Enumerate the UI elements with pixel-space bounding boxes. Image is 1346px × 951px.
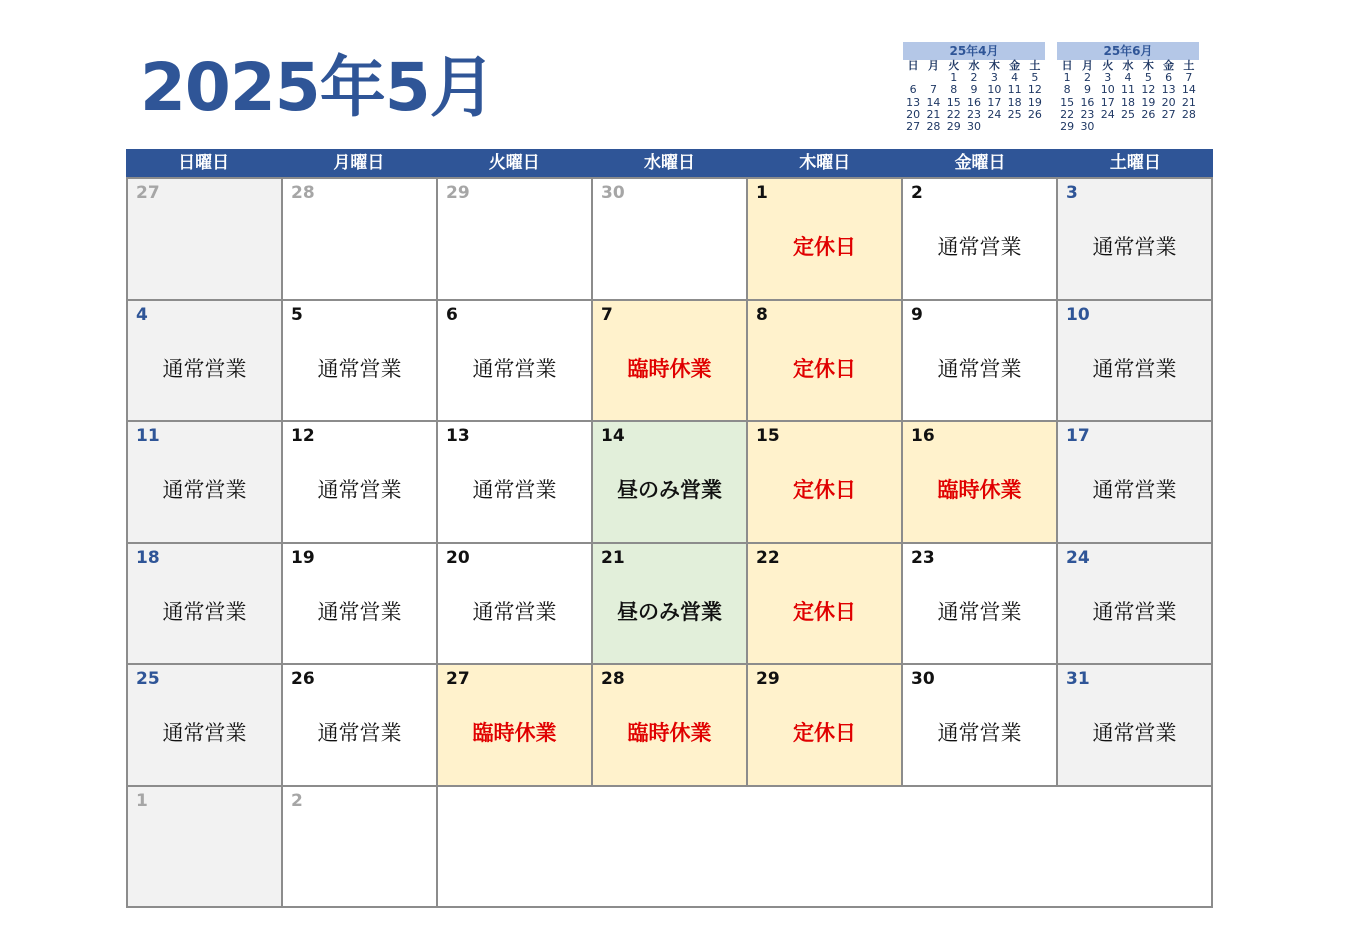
day-status: 通常営業 (472, 478, 557, 502)
mini-weekday-label: 水 (968, 59, 980, 72)
day-status: 通常営業 (1092, 235, 1177, 259)
day-number: 29 (446, 183, 470, 203)
day-status: 定休日 (793, 478, 856, 502)
day-cell[interactable] (1058, 301, 1213, 423)
day-number: 18 (136, 547, 160, 568)
day-cell[interactable] (283, 422, 438, 544)
mini-day: 10 (987, 83, 1002, 97)
day-number: 28 (601, 669, 625, 689)
mini-day: 30 (1080, 120, 1095, 134)
day-cell[interactable] (128, 544, 283, 666)
day-cell[interactable] (748, 301, 903, 423)
day-status: 通常営業 (1092, 599, 1177, 624)
day-number: 17 (1066, 426, 1090, 446)
mini-day: 4 (1011, 71, 1019, 85)
day-cell[interactable] (748, 422, 903, 544)
weekday-header: 土曜日 (1109, 153, 1161, 173)
mini-day: 19 (1141, 95, 1156, 109)
mini-weekday-label: 木 (988, 59, 1000, 72)
day-status: 定休日 (793, 356, 856, 381)
mini-calendar-grid (903, 60, 1045, 133)
mini-weekday-label: 日 (1061, 59, 1073, 72)
day-number: 11 (136, 426, 160, 446)
mini-day: 2 (970, 71, 978, 85)
day-status: 定休日 (793, 599, 856, 624)
day-status: 通常営業 (937, 599, 1022, 624)
month-calendar (126, 149, 1213, 908)
mini-day: 24 (1100, 107, 1115, 121)
day-number: 6 (446, 304, 458, 325)
mini-day: 2 (1083, 71, 1091, 85)
mini-day: 9 (1083, 83, 1091, 97)
day-number: 21 (601, 547, 625, 568)
mini-calendar-april (903, 42, 1045, 133)
day-cell[interactable] (438, 179, 593, 301)
day-number: 15 (756, 426, 780, 446)
day-cell[interactable] (438, 665, 593, 787)
mini-weekday-label: 金 (1009, 59, 1021, 72)
day-cell[interactable] (903, 301, 1058, 423)
weekday-header: 水曜日 (643, 153, 695, 173)
day-status: 通常営業 (162, 478, 247, 502)
mini-day: 19 (1027, 95, 1042, 109)
day-cell[interactable] (283, 665, 438, 787)
mini-day: 25 (1121, 107, 1136, 121)
day-number: 23 (911, 547, 935, 568)
day-status: 通常営業 (162, 599, 247, 624)
day-number: 27 (446, 669, 470, 689)
mini-day: 23 (967, 107, 982, 121)
mini-day: 14 (926, 95, 941, 109)
day-number: 24 (1066, 547, 1090, 568)
day-cell[interactable] (128, 422, 283, 544)
day-cell[interactable] (748, 665, 903, 787)
day-number: 29 (756, 669, 780, 689)
mini-calendar-june (1057, 42, 1199, 133)
mini-day: 5 (1031, 71, 1039, 85)
mini-day: 24 (987, 107, 1002, 121)
mini-day: 30 (967, 120, 982, 134)
day-number: 2 (911, 183, 923, 203)
day-cell[interactable] (128, 787, 283, 909)
day-status: 通常営業 (937, 721, 1022, 745)
mini-weekday-label: 月 (927, 59, 939, 72)
mini-day: 29 (1060, 120, 1075, 134)
day-cell[interactable] (748, 179, 903, 301)
day-cell[interactable] (903, 544, 1058, 666)
mini-day: 17 (1100, 95, 1115, 109)
day-status: 昼のみ営業 (617, 599, 722, 624)
mini-weekday-label: 土 (1183, 59, 1195, 72)
mini-day: 13 (1161, 83, 1176, 97)
mini-day: 27 (906, 120, 921, 134)
day-status: 通常営業 (162, 356, 247, 381)
mini-day: 15 (1060, 95, 1075, 109)
day-number: 12 (291, 426, 315, 446)
mini-weekday-label: 月 (1081, 59, 1093, 72)
day-cell[interactable] (1058, 422, 1213, 544)
day-status: 通常営業 (1092, 356, 1177, 381)
calendar-grid (126, 179, 1213, 908)
mini-day: 5 (1144, 71, 1152, 85)
day-number: 10 (1066, 304, 1090, 325)
day-number: 30 (601, 183, 625, 203)
day-number: 31 (1066, 669, 1090, 689)
mini-weekday-label: 土 (1029, 59, 1041, 72)
day-status: 通常営業 (472, 356, 557, 381)
day-cell[interactable] (128, 301, 283, 423)
weekday-header: 日曜日 (178, 153, 230, 173)
mini-day: 28 (926, 120, 941, 134)
mini-day: 14 (1181, 83, 1196, 97)
day-number: 28 (291, 183, 315, 203)
mini-calendar-header: 25年6月 (1057, 42, 1199, 60)
mini-day: 6 (1165, 71, 1173, 85)
day-number: 16 (911, 426, 935, 446)
weekday-header: 木曜日 (799, 153, 851, 173)
page-title: 2025年5月 (140, 49, 495, 126)
day-cell[interactable] (593, 422, 748, 544)
day-status: 通常営業 (317, 599, 402, 624)
mini-day: 23 (1080, 107, 1095, 121)
mini-day: 17 (987, 95, 1002, 109)
mini-weekday-label: 木 (1142, 59, 1154, 72)
mini-day: 4 (1124, 71, 1132, 85)
mini-day: 12 (1027, 83, 1042, 97)
mini-weekday-label: 火 (948, 59, 960, 72)
mini-day: 6 (909, 83, 917, 97)
mini-day: 13 (906, 95, 921, 109)
day-status: 通常営業 (1092, 478, 1177, 502)
mini-day: 12 (1141, 83, 1156, 97)
mini-day: 1 (950, 71, 958, 85)
day-status: 定休日 (793, 235, 856, 259)
mini-day: 8 (950, 83, 958, 97)
day-cell[interactable] (1058, 544, 1213, 666)
mini-day: 7 (1185, 71, 1193, 85)
day-status: 通常営業 (472, 599, 557, 624)
mini-weekday-label: 金 (1163, 59, 1175, 72)
weekday-header: 金曜日 (954, 153, 1006, 173)
day-number: 2 (291, 790, 303, 811)
day-status: 通常営業 (1092, 721, 1177, 745)
weekday-header: 月曜日 (333, 153, 385, 173)
mini-calendar-header: 25年4月 (903, 42, 1045, 60)
mini-weekday-label: 日 (907, 59, 919, 72)
day-status: 通常営業 (317, 356, 402, 381)
day-cell[interactable] (748, 544, 903, 666)
day-number: 5 (291, 304, 303, 325)
day-number: 1 (756, 183, 768, 203)
mini-day: 25 (1007, 107, 1022, 121)
mini-day: 28 (1181, 107, 1196, 121)
day-status: 通常営業 (937, 356, 1022, 381)
day-cell[interactable] (128, 179, 283, 301)
day-number: 8 (756, 304, 768, 325)
day-cell[interactable] (283, 179, 438, 301)
mini-day: 8 (1063, 83, 1071, 97)
day-status: 通常営業 (317, 721, 402, 745)
day-cell[interactable] (1058, 179, 1213, 301)
mini-day: 15 (946, 95, 961, 109)
day-cell[interactable] (593, 301, 748, 423)
mini-day: 9 (970, 83, 978, 97)
mini-day: 26 (1141, 107, 1156, 121)
day-status: 臨時休業 (472, 721, 557, 745)
mini-day: 20 (906, 107, 921, 121)
mini-day: 21 (926, 107, 941, 121)
day-number: 9 (911, 304, 923, 325)
day-status: 臨時休業 (937, 478, 1022, 502)
weekday-header-row (126, 149, 1213, 179)
day-cell[interactable] (593, 179, 748, 301)
day-status: 通常営業 (317, 478, 402, 502)
day-cell[interactable] (903, 422, 1058, 544)
day-status: 通常営業 (162, 721, 247, 745)
day-number: 22 (756, 547, 780, 568)
day-status: 定休日 (793, 721, 856, 745)
mini-day: 7 (929, 83, 937, 97)
mini-day: 26 (1027, 107, 1042, 121)
mini-day: 18 (1121, 95, 1136, 109)
mini-weekday-label: 水 (1122, 59, 1134, 72)
day-cell[interactable] (283, 301, 438, 423)
day-cell[interactable] (593, 665, 748, 787)
day-cell[interactable] (903, 179, 1058, 301)
day-number: 20 (446, 547, 470, 568)
day-number: 26 (291, 669, 315, 689)
mini-day: 10 (1100, 83, 1115, 97)
weekday-header: 火曜日 (488, 153, 540, 173)
mini-day: 29 (946, 120, 961, 134)
mini-day: 20 (1161, 95, 1176, 109)
day-status: 通常営業 (937, 235, 1022, 259)
mini-day: 27 (1161, 107, 1176, 121)
mini-day: 21 (1181, 95, 1196, 109)
day-number: 14 (601, 426, 625, 446)
day-number: 27 (136, 183, 160, 203)
empty-area (438, 787, 1213, 909)
day-cell[interactable] (438, 422, 593, 544)
day-status: 臨時休業 (627, 356, 712, 381)
day-cell[interactable] (438, 301, 593, 423)
day-cell[interactable] (283, 544, 438, 666)
day-number: 3 (1066, 183, 1078, 203)
day-number: 19 (291, 547, 315, 568)
mini-day: 3 (990, 71, 998, 85)
day-number: 25 (136, 669, 160, 689)
mini-day: 1 (1063, 71, 1071, 85)
day-number: 4 (136, 304, 148, 325)
mini-day: 22 (1060, 107, 1075, 121)
day-cell[interactable] (1058, 665, 1213, 787)
day-status: 昼のみ営業 (617, 478, 722, 502)
day-number: 30 (911, 669, 935, 689)
mini-day: 16 (967, 95, 982, 109)
day-number: 13 (446, 426, 470, 446)
mini-day: 11 (1121, 83, 1136, 97)
mini-day: 22 (946, 107, 961, 121)
mini-weekday-label: 火 (1102, 59, 1114, 72)
day-number: 7 (601, 304, 613, 325)
day-number: 1 (136, 790, 148, 811)
day-cell[interactable] (438, 544, 593, 666)
mini-day: 16 (1080, 95, 1095, 109)
day-status: 臨時休業 (627, 721, 712, 745)
mini-calendar-grid (1057, 60, 1199, 133)
mini-day: 3 (1104, 71, 1112, 85)
day-cell[interactable] (283, 787, 438, 909)
day-cell[interactable] (128, 665, 283, 787)
mini-day: 18 (1007, 95, 1022, 109)
mini-day: 11 (1007, 83, 1022, 97)
day-cell[interactable] (593, 544, 748, 666)
day-cell[interactable] (903, 665, 1058, 787)
